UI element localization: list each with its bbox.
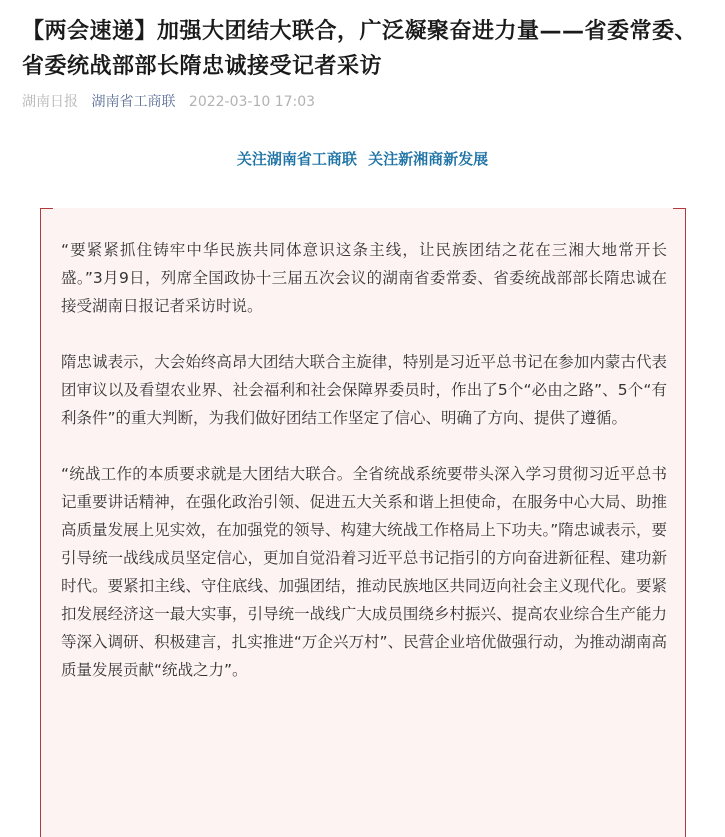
follow-banner xyxy=(0,148,725,170)
paragraph-1: “要紧紧抓住铸牢中华民族共同体意识这条主线，让民族团结之花在三湘大地常开长盛。”3月9日，列席全国政协十三届五次会议的湖南省委常委、省委统战部部长隋忠诚在接受湖南日报记者采访时说。 xyxy=(61,241,667,315)
follow-text-right: 关注新湘商新发展 xyxy=(368,150,489,168)
right-bracket-decoration xyxy=(673,208,686,837)
article-source: 湖南日报 xyxy=(22,94,78,110)
follow-text-left: 关注湖南省工商联 xyxy=(236,150,357,168)
left-bracket-decoration xyxy=(40,208,53,837)
article-meta xyxy=(22,92,324,112)
publish-date: 2022-03-10 17:03 xyxy=(188,94,316,110)
account-name-link[interactable]: 湖南省工商联 xyxy=(91,94,176,110)
paragraph-2: 隋忠诚表示，大会始终高昂大团结大联合主旋律，特别是习近平总书记在参加内蒙古代表团审议以及看望农业界、社会福利和社会保障界委员时，作出了5个“必由之路”、5个“有利条件”的重大判断，为我们做好团结工作坚定了信心、明确了方向、提供了遵循。 xyxy=(61,353,667,427)
paragraph-3: “统战工作的本质要求就是大团结大联合。全省统战系统要带头深入学习贯彻习近平总书记重要讲话精神，在强化政治引领、促进五大关系和谐上担使命，在服务中心大局、助推高质量发展上见实效，在加强党的领导、构建大统战工作格局上下功夫。”隋忠诚表示，要引导统一战线成员坚定信心，更加自觉沿着习近平总书记指引的方向奋进新征程、建功新时代。要紧扣主线、守住底线、加强团结，推动民族地区共同迈向社会主义现代化。要紧扣发展经济这一最大实事，引导统一战线广大成员围绕乡村振兴、提高农业综合生产能力等深入调研、积极建言，扎实推进“万企兴万村”、民营企业培优做强行动，为推动湖南高质量发展贡献“统战之力”。 xyxy=(61,465,667,679)
article-title: 【两会速递】加强大团结大联合，广泛凝聚奋进力量——省委常委、省委统战部部长隋忠诚接受记者采访 xyxy=(22,19,698,79)
article-body xyxy=(61,236,667,712)
